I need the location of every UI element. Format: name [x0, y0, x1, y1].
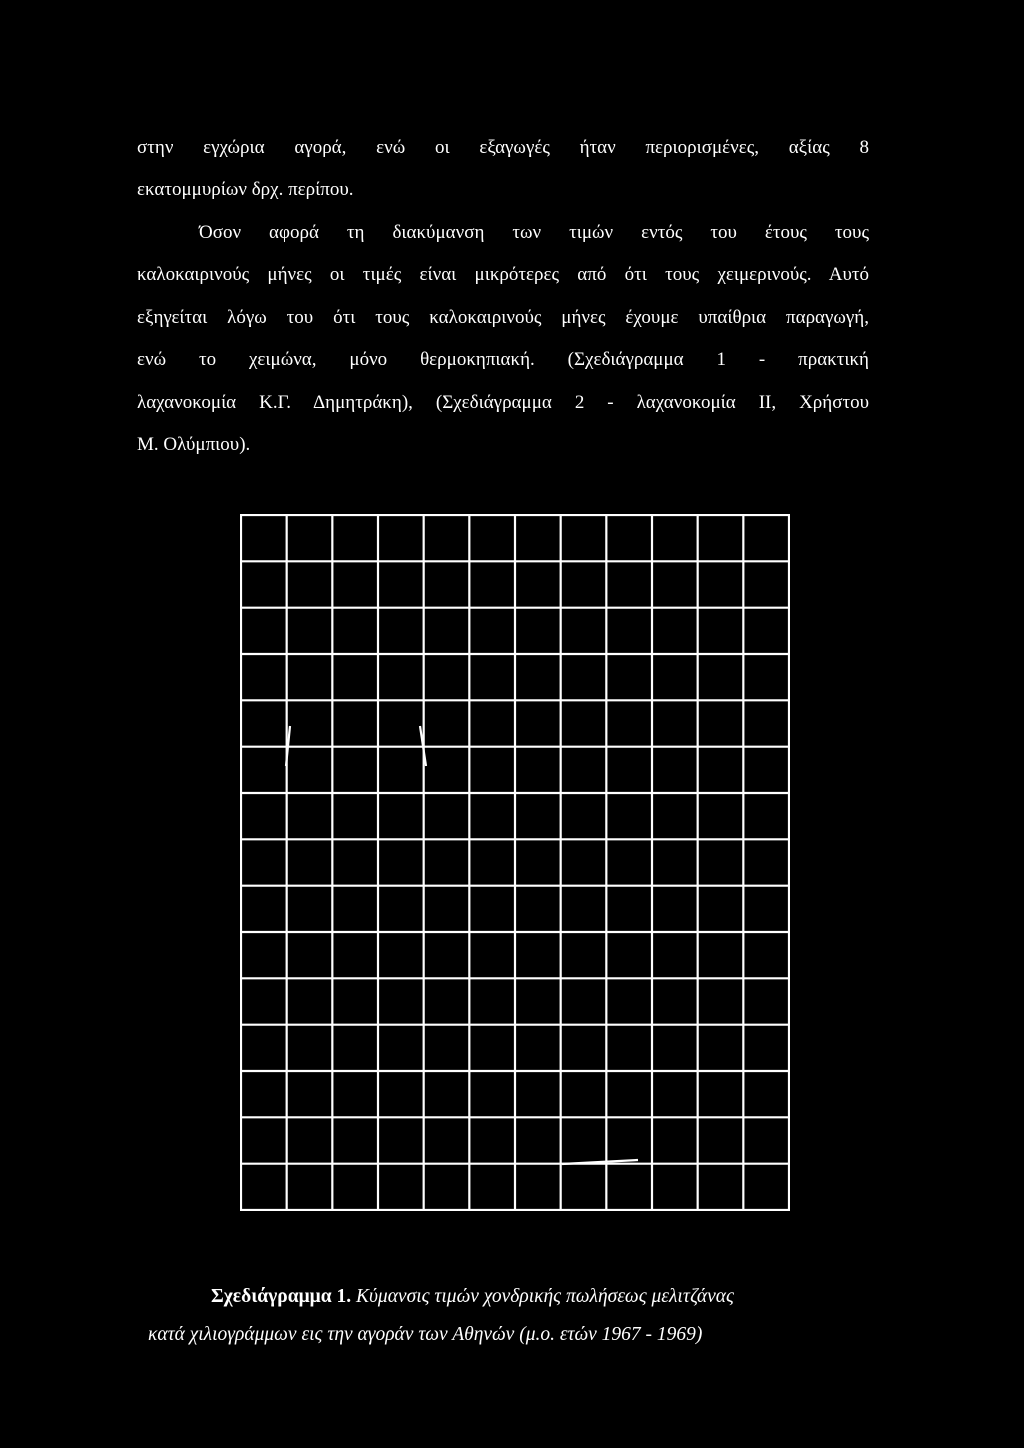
- caption-number: 1.: [336, 1286, 352, 1307]
- paragraph-2: [137, 212, 869, 466]
- price-fluctuation-chart-grid: [240, 514, 790, 1211]
- paragraph-line: λαχανοκομία Κ.Γ. Δημητράκη), (Σχεδιάγραμμα 2 - λαχανοκομία ΙΙ, Χρήστου: [137, 391, 869, 413]
- paragraph-line: ενώ το χειμώνα, μόνο θερμοκηπιακή. (Σχεδιάγραμμα 1 - πρακτική: [137, 349, 869, 371]
- paragraph-line: εξηγείται λόγω του ότι τους καλοκαιρινούς μήνες έχουμε υπαίθρια παραγωγή,: [137, 306, 869, 328]
- paragraph-1: [137, 127, 869, 212]
- grid-lines: [240, 514, 790, 1211]
- paragraph-line: Όσον αφορά τη διακύμανση των τιμών εντός του έτους τους: [199, 222, 869, 243]
- figure-caption-line-2: [148, 1324, 702, 1346]
- paragraph-line: Μ. Ολύμπιου).: [137, 434, 251, 456]
- caption-title-line-2: κατά χιλιογράμμων εις την αγοράν των Αθηνών (μ.ο. ετών 1967 - 1969): [148, 1324, 703, 1345]
- caption-label: Σχεδιάγραμμα: [211, 1286, 332, 1307]
- paragraph-line: καλοκαιρινούς μήνες οι τιμές είναι μικρότερες από ότι τους χειμερινούς. Αυτό: [137, 264, 869, 286]
- figure-caption-line-1: [211, 1286, 734, 1308]
- caption-title-line-1: Κύμανσις τιμών χονδρικής πωλήσεως μελιτζάνας: [355, 1286, 734, 1307]
- chart-trace-fragments: [286, 726, 638, 1164]
- paragraph-line: στην εγχώρια αγορά, ενώ οι εξαγωγές ήταν περιορισμένες, αξίας 8: [137, 137, 869, 158]
- paragraph-line: εκατομμυρίων δρχ. περίπου.: [137, 179, 354, 201]
